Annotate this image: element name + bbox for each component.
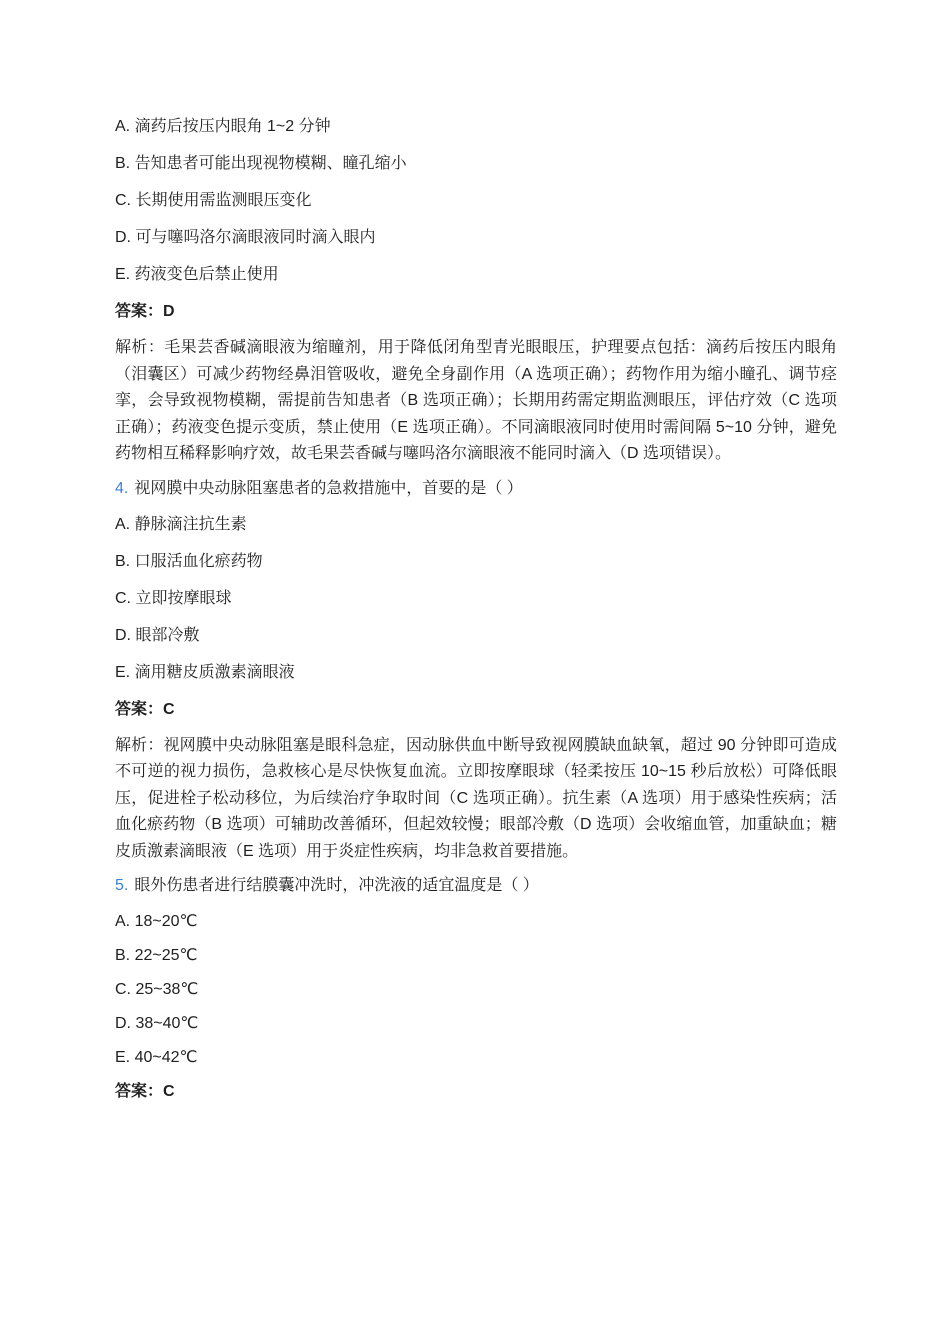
q4-analysis: 解析：视网膜中央动脉阻塞是眼科急症，因动脉供血中断导致视网膜缺血缺氧，超过 90 分钟即可造成不可逆的视力损伤，急救核心是尽快恢复血流。立即按摩眼球（轻柔按压 10~15 秒后放松）可降低眼压，促进栓子松动移位，为后续治疗争取时间（C 选项正确）。抗生素（A 选项）用于感染性疾病；活血化瘀药物（B 选项）可辅助改善循环，但起效较慢；眼部冷敷（D 选项）会收缩血管，加重缺血；糖皮质激素滴眼液（E 选项）用于炎症性疾病，均非急救首要措施。 [115, 736, 837, 860]
question-3-block [115, 114, 837, 468]
q5-option-c: C. 25~38℃ [115, 981, 199, 998]
q4-option-d: D. 眼部冷敷 [115, 626, 200, 644]
q3-option-b: B. 告知患者可能出现视物模糊、瞳孔缩小 [115, 155, 407, 172]
q5-stem-line [115, 873, 837, 899]
q5-option-b: B. 22~25℃ [115, 947, 198, 964]
q3-answer: 答案：D [115, 303, 175, 320]
q4-stem: 视网膜中央动脉阻塞患者的急救措施中，首要的是（ ） [134, 479, 523, 497]
q3-analysis: 解析：毛果芸香碱滴眼液为缩瞳剂，用于降低闭角型青光眼眼压，护理要点包括：滴药后按压内眼角（泪囊区）可减少药物经鼻泪管吸收，避免全身副作用（A 选项正确）；药物作用为缩小瞳孔、调节痉挛，会导致视物模糊，需提前告知患者（B 选项正确）；长期用药需定期监测眼压，评估疗效（C 选项正确）；药液变色提示变质，禁止使用（E 选项正确）。不同滴眼液同时使用时需间隔 5~10 分钟，避免药物相互稀释影响疗效，故毛果芸香碱与噻吗洛尔滴眼液不能同时滴入（D 选项错误）。 [115, 339, 837, 462]
q4-number: 4. [115, 479, 129, 497]
q3-option-e: E. 药液变色后禁止使用 [115, 266, 279, 283]
q5-option-e: E. 40~42℃ [115, 1049, 198, 1066]
q3-option-c: C. 长期使用需监测眼压变化 [115, 192, 312, 209]
q5-number: 5. [115, 877, 129, 894]
q3-option-d: D. 可与噻吗洛尔滴眼液同时滴入眼内 [115, 229, 376, 246]
q5-option-d: D. 38~40℃ [115, 1015, 199, 1032]
q4-option-c: C. 立即按摩眼球 [115, 589, 232, 607]
q5-option-a: A. 18~20℃ [115, 913, 198, 930]
q4-option-b: B. 口服活血化瘀药物 [115, 552, 263, 570]
q4-option-e: E. 滴用糖皮质激素滴眼液 [115, 663, 295, 681]
q4-stem-line [115, 476, 837, 502]
document-page [115, 114, 837, 1115]
q3-option-a: A. 滴药后按压内眼角 1~2 分钟 [115, 118, 331, 135]
q5-answer: 答案：C [115, 1083, 175, 1100]
q5-stem: 眼外伤患者进行结膜囊冲洗时，冲洗液的适宜温度是（ ） [134, 877, 539, 894]
q4-answer: 答案：C [115, 700, 175, 718]
question-4-block [115, 476, 837, 866]
question-5-block [115, 873, 837, 1105]
q4-option-a: A. 静脉滴注抗生素 [115, 515, 247, 533]
